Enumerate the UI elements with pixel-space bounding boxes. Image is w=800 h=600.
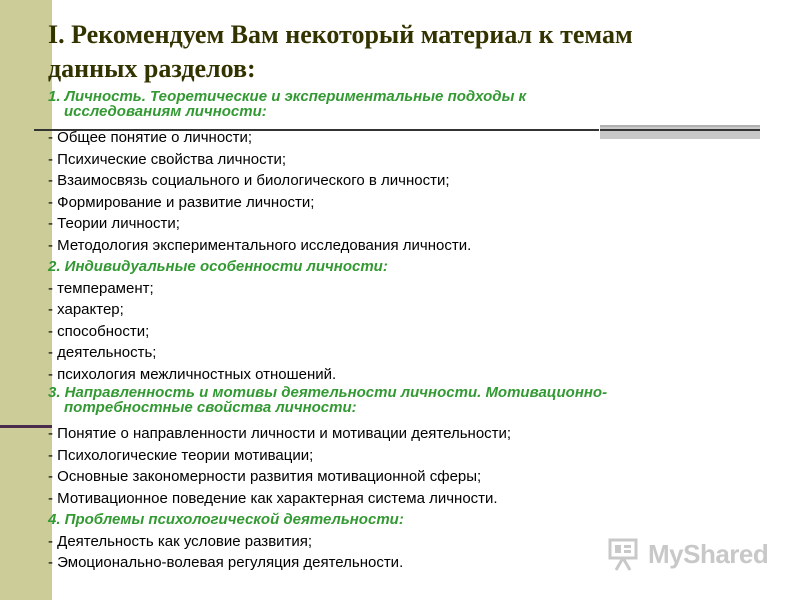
band-marker [0, 425, 52, 428]
list-item: - Понятие о направленности личности и мотивации деятельности; [48, 425, 512, 442]
list-item: - характер; [48, 301, 124, 318]
presentation-board-icon [606, 536, 642, 572]
section-heading-3 [48, 385, 748, 423]
list-item: - Формирование и развитие личности; [48, 193, 315, 211]
list-item: - психология межличностных отношений. [48, 365, 337, 383]
watermark-text: MyShared [648, 539, 769, 569]
list-item: - Взаимосвязь социального и биологического в личности; [48, 172, 450, 189]
title-line-2: данных разделов: [48, 54, 256, 83]
list-item: - Теории личности; [48, 215, 180, 232]
list-item: - Психические свойства личности; [48, 150, 287, 168]
list-item: - Эмоционально-волевая регуляция деятельности. [48, 554, 404, 571]
title-line-1: I. Рекомендуем Вам некоторый материал к темам [48, 20, 633, 49]
section-heading-1-line-2: исследованиям личности: [64, 103, 267, 120]
slide-title [48, 18, 768, 86]
list-item: - Основные закономерности развития мотивационной сферы; [48, 468, 482, 485]
list-item: - Психологические теории мотивации; [48, 446, 314, 464]
watermark-logo [606, 536, 769, 574]
list-item: - Методология экспериментального исследования личности. [48, 236, 472, 254]
list-item: - Общее понятие о личности; [48, 129, 253, 146]
list-item: - способности; [48, 322, 150, 340]
section-heading-3-line-2: потребностные свойства личности: [64, 399, 357, 416]
section-heading-1-line-1: 1. Личность. Теоретические и экспериментальные подходы к [48, 88, 527, 105]
section-heading-4: 4. Проблемы психологической деятельности: [48, 511, 404, 528]
list-item: - Мотивационное поведение как характерная система личности. [48, 489, 498, 507]
list-item: - деятельность; [48, 344, 157, 361]
section-heading-2: 2. Индивидуальные особенности личности: [48, 258, 388, 275]
left-decor-band [0, 0, 52, 600]
list-item: - темперамент; [48, 279, 154, 297]
section-heading-3-line-1: 3. Направленность и мотивы деятельности личности. Мотивационно- [48, 384, 608, 401]
slide-content [48, 89, 748, 574]
section-heading-1 [48, 89, 748, 127]
list-item: - Деятельность как условие развития; [48, 532, 313, 550]
